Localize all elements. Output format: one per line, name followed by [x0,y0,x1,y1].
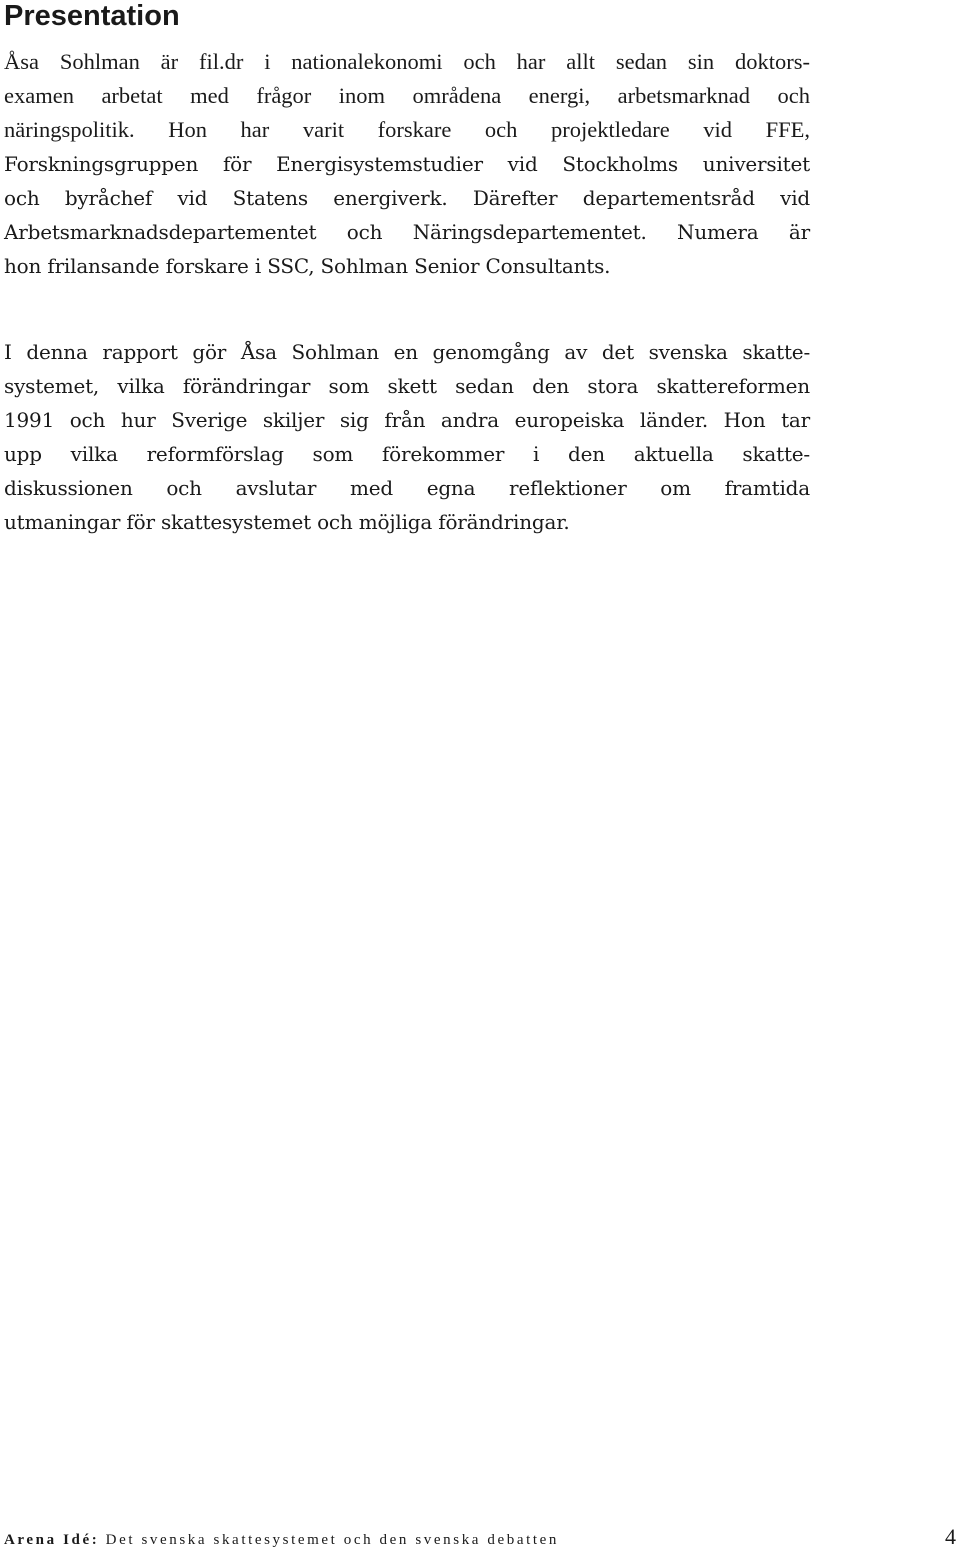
paragraph-line: 1991 och hur Sverige skiljer sig från andra europeiska länder. Hon tar [4,408,810,432]
footer-subtitle: Det svenska skattesystemet och den svenska debatten [105,1532,560,1548]
paragraph-line: Arbetsmarknadsdepartementet och Näringsdepartementet. Numera är [4,220,810,244]
page-title: Presentation [4,0,180,32]
paragraph-line: Forskningsgruppen för Energisystemstudier vid Stockholms universitet [4,152,810,176]
page-number: 4 [945,1524,956,1549]
paragraph-line: I denna rapport gör Åsa Sohlman en genomgång av det svenska skatte- [4,340,810,364]
paragraph-line: hon frilansande forskare i SSC, Sohlman Senior Consultants. [4,254,611,278]
paragraph-line: utmaningar för skattesystemet och möjliga förändringar. [4,510,570,534]
running-footer [4,1532,559,1549]
footer-brand: Arena Idé: [4,1532,100,1548]
report-summary-paragraph [4,335,810,539]
paragraph-line: diskussionen och avslutar med egna reflektioner om framtida [4,476,810,500]
paragraph-line: näringspolitik. Hon har varit forskare och projektledare vid FFE, [4,117,810,142]
author-presentation-paragraph [4,45,810,283]
paragraph-line: systemet, vilka förändringar som skett sedan den stora skattereformen [4,374,810,398]
paragraph-line: och byråchef vid Statens energiverk. Därefter departementsråd vid [4,186,810,210]
paragraph-line: upp vilka reformförslag som förekommer i den aktuella skatte- [4,442,810,466]
paragraph-line: Åsa Sohlman är fil.dr i nationalekonomi och har allt sedan sin doktors- [4,49,810,74]
paragraph-line: examen arbetat med frågor inom områdena energi, arbetsmarknad och [4,83,810,108]
